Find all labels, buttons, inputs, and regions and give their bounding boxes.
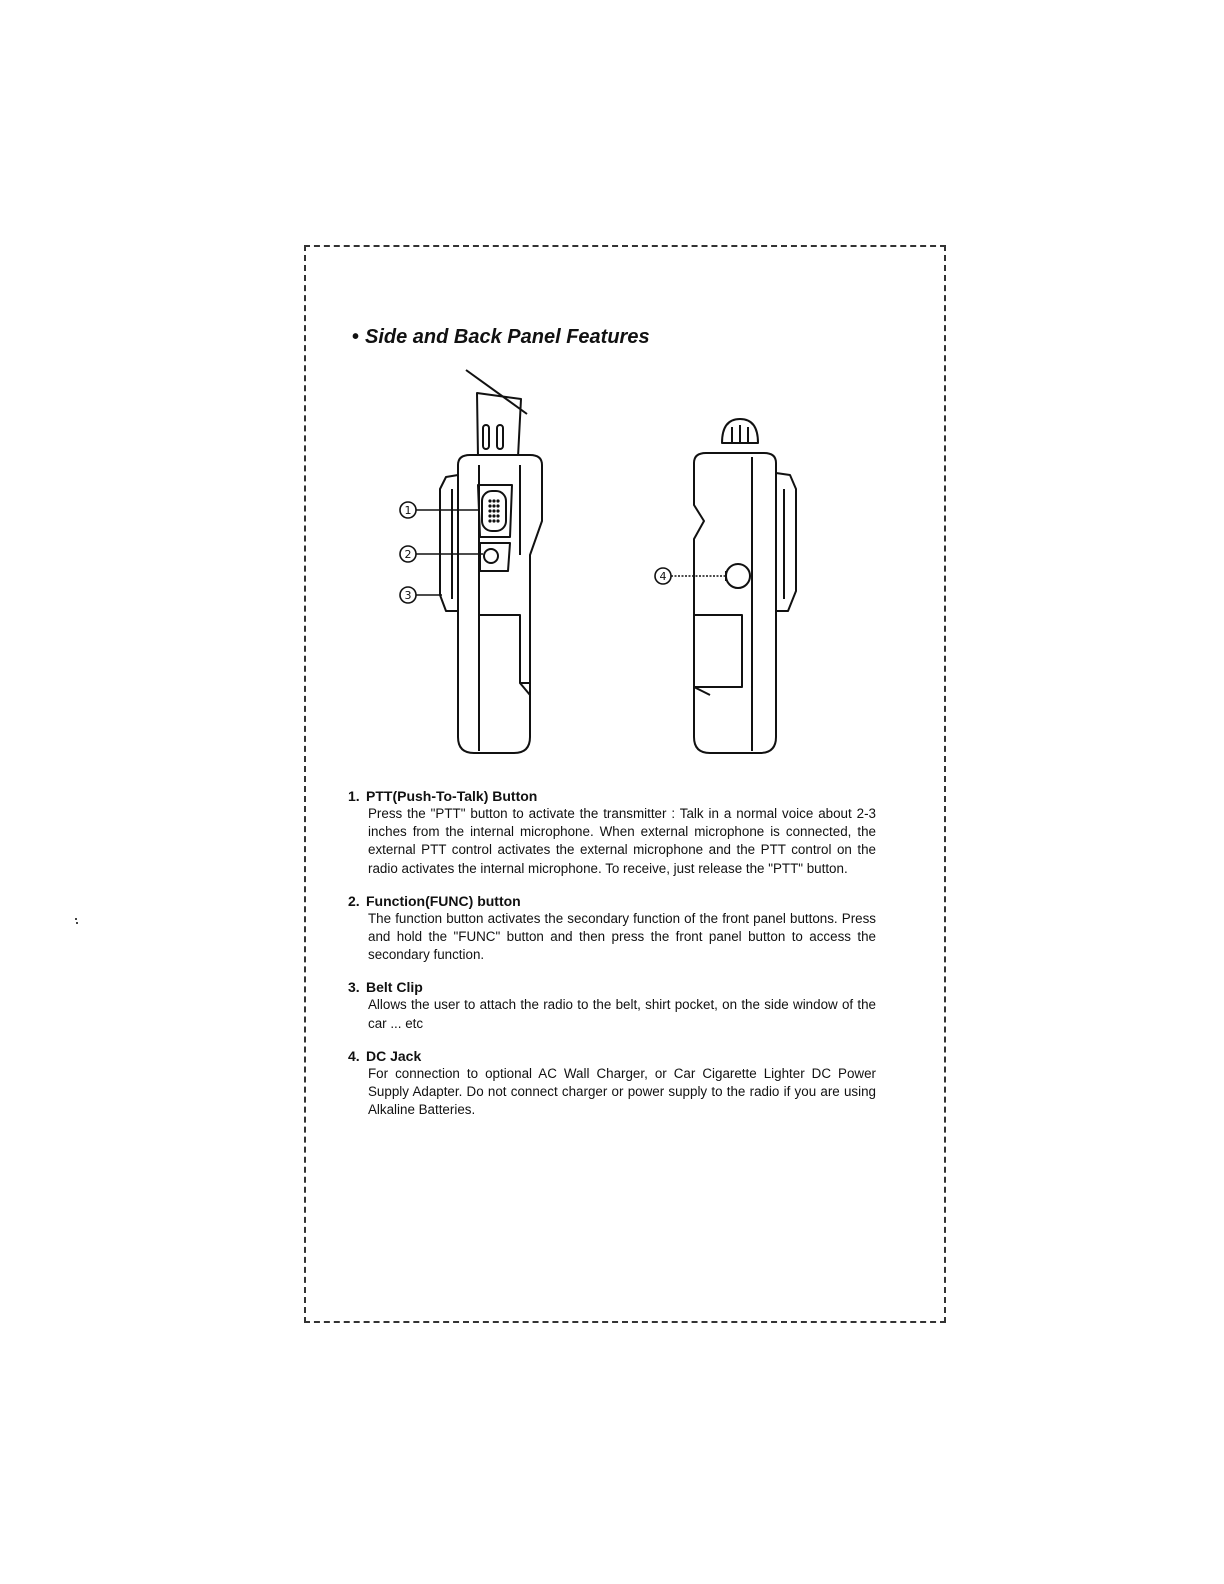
radio-side-view [416, 370, 542, 753]
feature-title-text: DC Jack [366, 1047, 422, 1064]
feature-body: Press the "PTT" button to activate the transmitter : Talk in a normal voice about 2-3 inches from the internal microphone. When external microphone is connected, the external PTT control activates the external microphone and the PTT control on the radio activates the internal microphone. To receive, just release the "PTT" button. [368, 806, 876, 876]
page-title [352, 326, 650, 349]
feature-body: For connection to optional AC Wall Charger, or Car Cigarette Lighter DC Power Supply Adapter. Do not connect charger or power supply to the radio if you are using Alkaline Batteries. [368, 1065, 876, 1118]
feature-number: 1. [348, 788, 360, 804]
feature-item-func [348, 893, 876, 965]
feature-title [348, 788, 876, 804]
feature-title-text: PTT(Push-To-Talk) Button [366, 788, 538, 804]
feature-number: 4. [348, 1047, 360, 1064]
callout-4: 4 [659, 570, 667, 583]
feature-item-ptt [348, 788, 876, 878]
feature-item-dc-jack [348, 1048, 876, 1120]
feature-body: Allows the user to attach the radio to the belt, shirt pocket, on the side window of the car ... etc [368, 997, 876, 1031]
feature-list [348, 788, 876, 1134]
scan-speck [75, 918, 79, 924]
feature-title [348, 893, 876, 909]
feature-title-text: Belt Clip [366, 979, 423, 996]
radio-back-view [671, 419, 796, 753]
feature-title [348, 1048, 876, 1064]
callout-1: 1 [404, 504, 412, 517]
feature-title [348, 979, 876, 995]
feature-number: 2. [348, 892, 360, 909]
title-text: Side and Back Panel Features [365, 326, 650, 348]
callout-2: 2 [404, 548, 412, 561]
callout-3: 3 [404, 589, 412, 602]
radio-diagram [380, 365, 820, 765]
feature-body: The function button activates the secondary function of the front panel buttons. Press and hold the "FUNC" button and then press the front panel button to access the secondary function. [368, 910, 876, 963]
feature-number: 3. [348, 979, 360, 996]
title-bullet: • [352, 326, 360, 348]
feature-item-belt-clip [348, 979, 876, 1032]
feature-title-text: Function(FUNC) button [366, 892, 521, 909]
